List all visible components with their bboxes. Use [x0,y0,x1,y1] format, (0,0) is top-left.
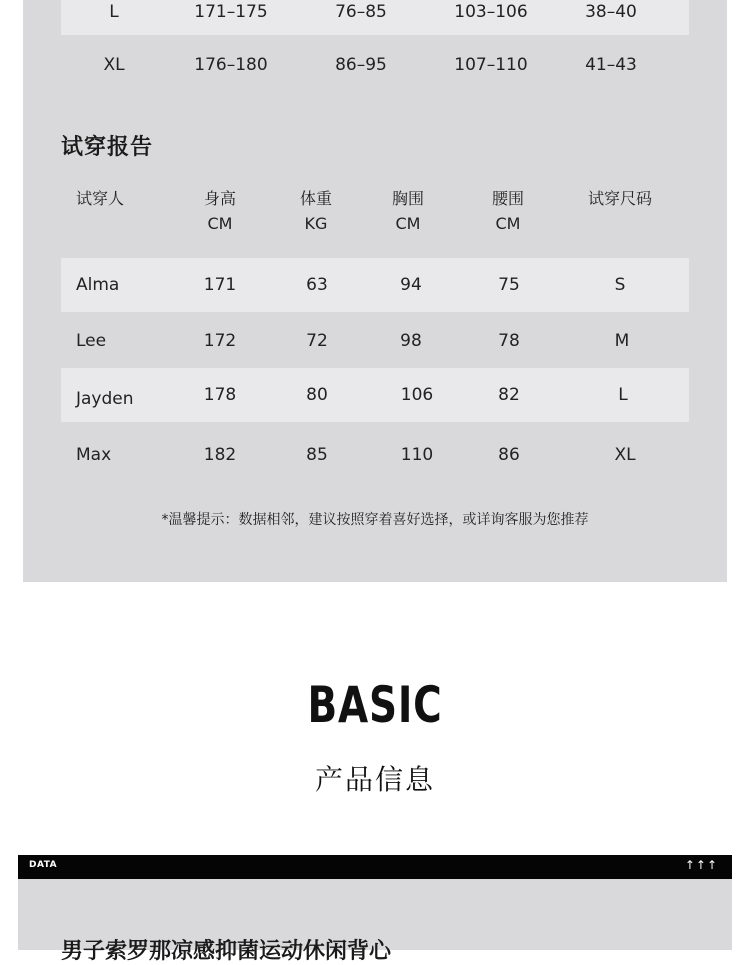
header-height: 身高 CM [203,189,236,233]
tester-height: 178 [203,385,237,405]
height-range-cell: 176–180 [194,55,268,75]
tester-chest: 98 [400,331,422,351]
shoulder-range-cell: 41–43 [585,55,637,75]
chest-range-cell: 107–110 [454,55,528,75]
header-tester: 试穿人 [76,189,125,208]
tester-waist: 86 [498,445,520,465]
size-cell: XL [103,55,125,75]
tester-size: S [614,275,626,295]
tester-size: M [614,331,630,351]
tester-size: L [618,385,628,405]
fitting-note: *温馨提示：数据相邻，建议按照穿着喜好选择，或详询客服为您推荐 [161,512,589,528]
product-info-panel [18,879,732,964]
header-chest: 胸围 CM [391,189,424,233]
tester-chest: 110 [400,445,434,465]
tester-chest: 106 [400,385,434,405]
size-cell: L [109,2,119,22]
data-bar [18,855,732,879]
tester-weight: 85 [306,445,328,465]
table-row [61,428,689,482]
tester-weight: 80 [306,385,328,405]
weight-range-cell: 86–95 [335,55,387,75]
tester-waist: 82 [498,385,520,405]
tester-name: Max [76,445,112,465]
tester-name: Alma [76,275,120,295]
header-waist: 腰围 CM [491,189,524,233]
tester-chest: 94 [400,275,422,295]
tester-waist: 75 [498,275,520,295]
tester-size: XL [614,445,636,465]
size-row-l [61,0,689,35]
product-title: 男子索罗那凉感抑菌运动休闲背心 [61,939,392,964]
tester-name: Jayden [76,389,134,409]
table-row [61,314,689,368]
weight-range-cell: 76–85 [335,2,387,22]
tester-waist: 78 [498,331,520,351]
tester-weight: 72 [306,331,328,351]
data-label: DATA [29,860,58,870]
chest-range-cell: 103–106 [454,2,528,22]
tester-height: 172 [203,331,237,351]
basic-subheading: 产品信息 [314,763,435,796]
basic-heading: BASIC [307,676,443,734]
shoulder-range-cell: 38–40 [585,2,637,22]
header-fit-size: 试穿尺码 [587,189,652,208]
tester-name: Lee [76,331,107,351]
table-row [61,368,689,422]
fitting-report-title: 试穿报告 [61,135,154,160]
table-row [61,258,689,312]
tester-height: 182 [203,445,237,465]
tester-weight: 63 [306,275,328,295]
tester-height: 171 [203,275,237,295]
header-weight: 体重 KG [299,189,332,233]
size-row-xl [61,38,689,92]
up-arrows-icon: ↑↑↑ [684,858,718,872]
height-range-cell: 171–175 [194,2,268,22]
